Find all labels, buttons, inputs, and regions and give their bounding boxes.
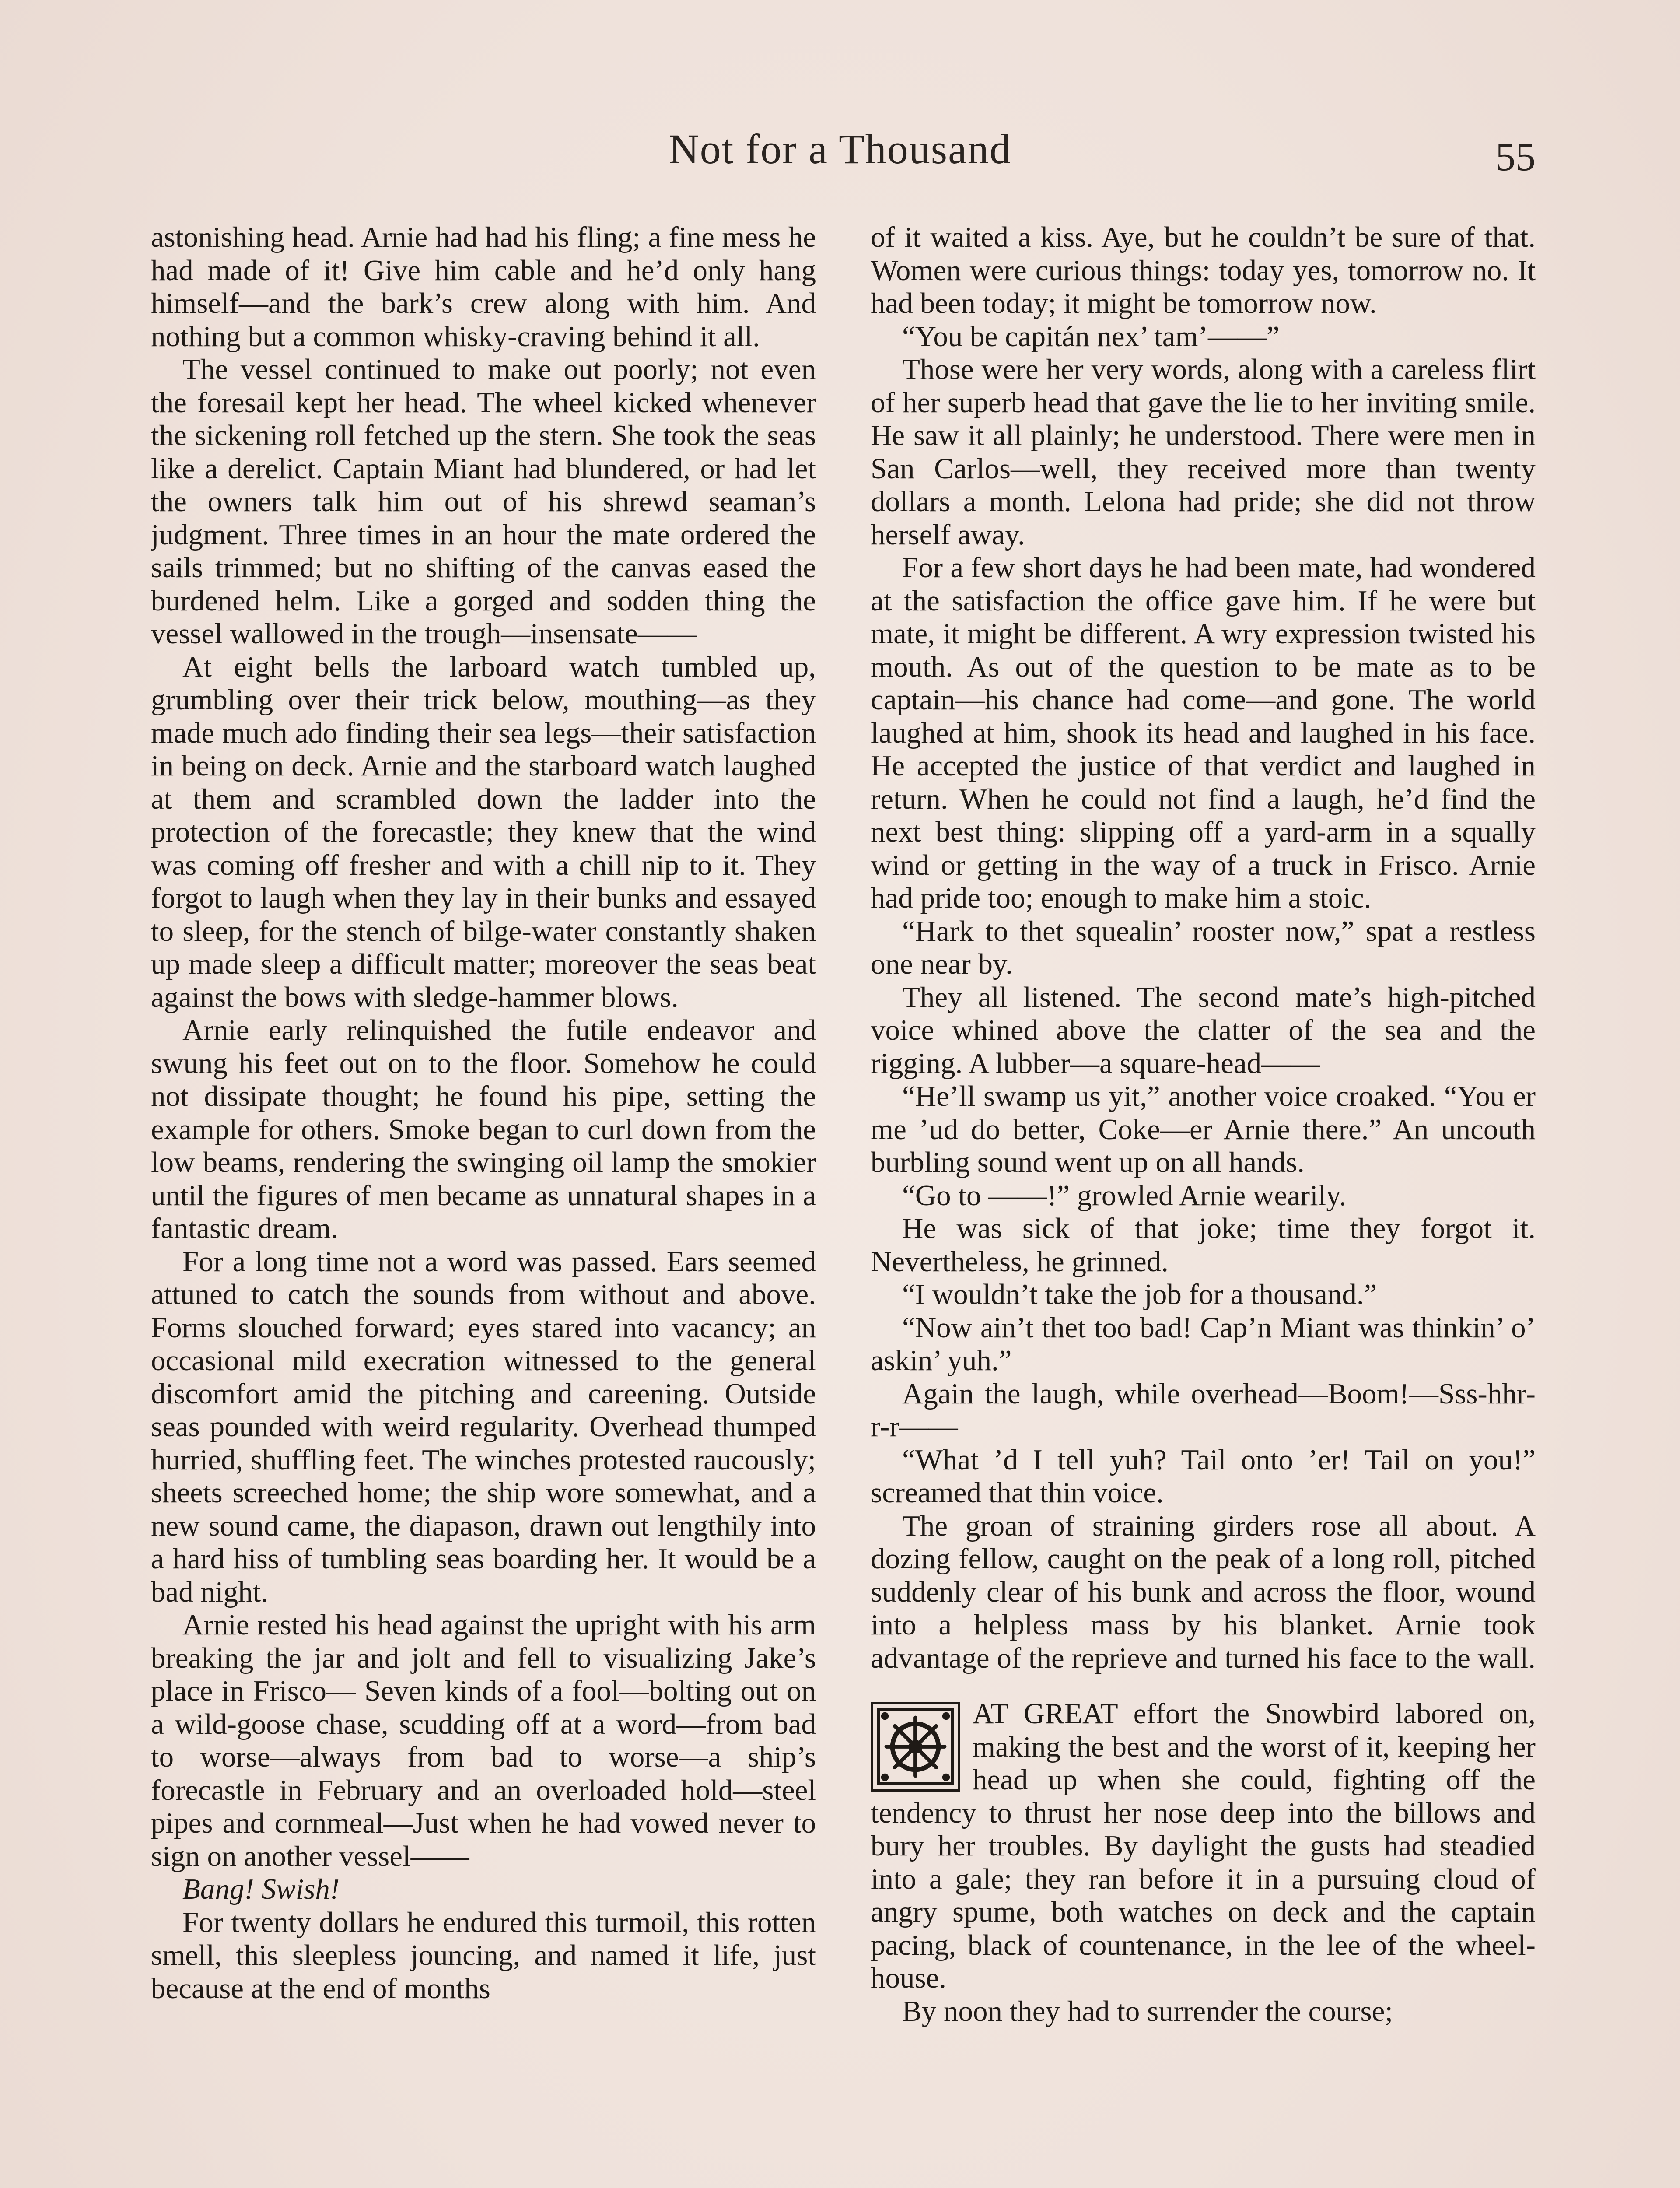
- paragraph: By noon they had to surrender the course;: [902, 1995, 1393, 2027]
- right-column: [871, 221, 1536, 2188]
- paragraph: For a few short days he had been mate, had wondered at the satisfaction the office gave him. If he were but mate, it might be different. A wry expression twisted his mouth. As out of the question to be mate as to be captain—his chance had come—and gone. The world laughed at him, shook its head and laughed in his face. He accepted the justice of that verdict and laughed in return. When he could not find a laugh, he’d find the next best thing: slipping off a yard-arm in a squally wind or getting in the way of a truck in Frisco. Arnie had pride too; enough to make him a stoic.: [871, 551, 1536, 914]
- page-title: Not for a Thousand: [668, 126, 1012, 172]
- paragraph: “You be capitán nex’ tam’——”: [902, 320, 1280, 353]
- paragraph: At eight bells the larboard watch tumbled up, grumbling over their trick below, mouthing—as they made much ado finding their sea legs—their satisfaction in being on deck. Arnie and the starboard watch laughed at them and scrambled down the ladder into the protection of the forecastle; they knew that the wind was coming off fresher and with a chill nip to it. They forgot to laugh when they lay in their bunks and essayed to sleep, for the stench of bilge-water constantly shaken up made sleep a difficult matter; moreover the seas beat against the bows with sledge-hammer blows.: [151, 650, 816, 1013]
- paragraph: The vessel continued to make out poorly; not even the foresail kept her head. The wheel kicked whenever the sickening roll fetched up the stern. She took the seas like a derelict. Captain Miant had blundered, or had let the owners talk him out of his shrewd seaman’s judgment. Three times in an hour the mate ordered the sails trimmed; but no shifting of the canvas eased the burdened helm. Like a gorged and sodden thing the vessel wallowed in the trough—insensate——: [151, 353, 816, 650]
- paragraph: Arnie rested his head against the upright with his arm breaking the jar and jolt and fell to visualizing Jake’s place in Frisco— Seven kinds of a fool—bolting out on a wild-goose chase, scudding off at a word—from bad to worse—always from bad to worse—a ship’s forecastle in February and an overloaded hold—steel pipes and cornmeal—Just when he had vowed never to sign on another vessel——: [151, 1609, 816, 1872]
- ship-wheel-ornament-icon: [871, 1702, 960, 1792]
- paragraph: For twenty dollars he endured this turmoil, this rotten smell, this sleepless jouncing, and named it life, just because at the end of months: [151, 1906, 816, 2005]
- section-break-block: [871, 1697, 1536, 2028]
- paragraph: astonishing head. Arnie had had his fling; a fine mess he had made of it! Give him cable and he’d only hang himself—and the bark’s crew along with him. And nothing but a common whisky-craving behind it all.: [151, 221, 816, 353]
- left-column: [151, 221, 816, 2188]
- paragraph: “What ’d I tell yuh? Tail onto ’er! Tail on you!” screamed that thin voice.: [871, 1443, 1536, 1509]
- page-number: 55: [1495, 134, 1536, 179]
- paragraph: He was sick of that joke; time they forgot it. Nevertheless, he grinned.: [871, 1212, 1536, 1278]
- paragraph: “Hark to thet squealin’ rooster now,” spat a restless one near by.: [871, 915, 1536, 980]
- paragraph: “I wouldn’t take the job for a thousand.”: [902, 1278, 1377, 1311]
- paragraph: Again the laugh, while overhead—Boom!—Sss-hhr-r-r——: [871, 1377, 1536, 1443]
- paragraph: They all listened. The second mate’s high-pitched voice whined above the clatter of the sea and the rigging. A lubber—a square-head——: [871, 981, 1536, 1080]
- paragraph: “He’ll swamp us yit,” another voice croaked. “You er me ’ud do better, Coke—er Arnie there.” An uncouth burbling sound went up on all hands.: [871, 1080, 1536, 1178]
- paragraph: “Go to ——!” growled Arnie wearily.: [902, 1179, 1347, 1212]
- paragraph: “Now ain’t thet too bad! Cap’n Miant was thinkin’ o’ askin’ yuh.”: [871, 1311, 1536, 1377]
- paragraph: The groan of straining girders rose all about. A dozing fellow, caught on the peak of a long roll, pitched suddenly clear of his bunk and across the floor, wound into a helpless mass by his blanket. Arnie took advantage of the reprieve and turned his face to the wall.: [871, 1509, 1536, 1674]
- paragraph: Arnie early relinquished the futile endeavor and swung his feet out on to the floor. Somehow he could not dissipate thought; he found his pipe, setting the example for others. Smoke began to curl down from the low beams, rendering the swinging oil lamp the smokier until the figures of men became as unnatural shapes in a fantastic dream.: [151, 1014, 816, 1245]
- paragraph: For a long time not a word was passed. Ears seemed attuned to catch the sounds from without and above. Forms slouched forward; eyes stared into vacancy; an occasional mild execration witnessed to the general discomfort amid the pitching and careening. Outside seas pounded with weird regularity. Overhead thumped hurried, shuffling feet. The winches protested raucously; sheets screeched home; the ship wore somewhat, and a new sound came, the diapason, drawn out lengthily into a hard hiss of tumbling seas boarding her. It would be a bad night.: [151, 1245, 816, 1608]
- paragraph: of it waited a kiss. Aye, but he couldn’t be sure of that. Women were curious things: today yes, tomorrow no. It had been today; it might be tomorrow now.: [871, 221, 1536, 319]
- paragraph-sound-effect: [151, 1873, 816, 1906]
- section-opening-paragraph: AT GREAT effort the Snowbird labored on, making the best and the worst of it, keeping her head up when she could, fighting off the tendency to thrust her nose deep into the billows and bury her troubles. By daylight the gusts had steadied into a gale; they ran before it in a pursuing cloud of angry spume, both watches on deck and the captain pacing, black of countenance, in the lee of the wheel-house.: [871, 1697, 1536, 1994]
- italic-text: Bang! Swish!: [182, 1873, 340, 1905]
- paragraph: Those were her very words, along with a careless flirt of her superb head that gave the lie to her inviting smile. He saw it all plainly; he understood. There were men in San Carlos—well, they received more than twenty dollars a month. Lelona had pride; she did not throw herself away.: [871, 353, 1536, 551]
